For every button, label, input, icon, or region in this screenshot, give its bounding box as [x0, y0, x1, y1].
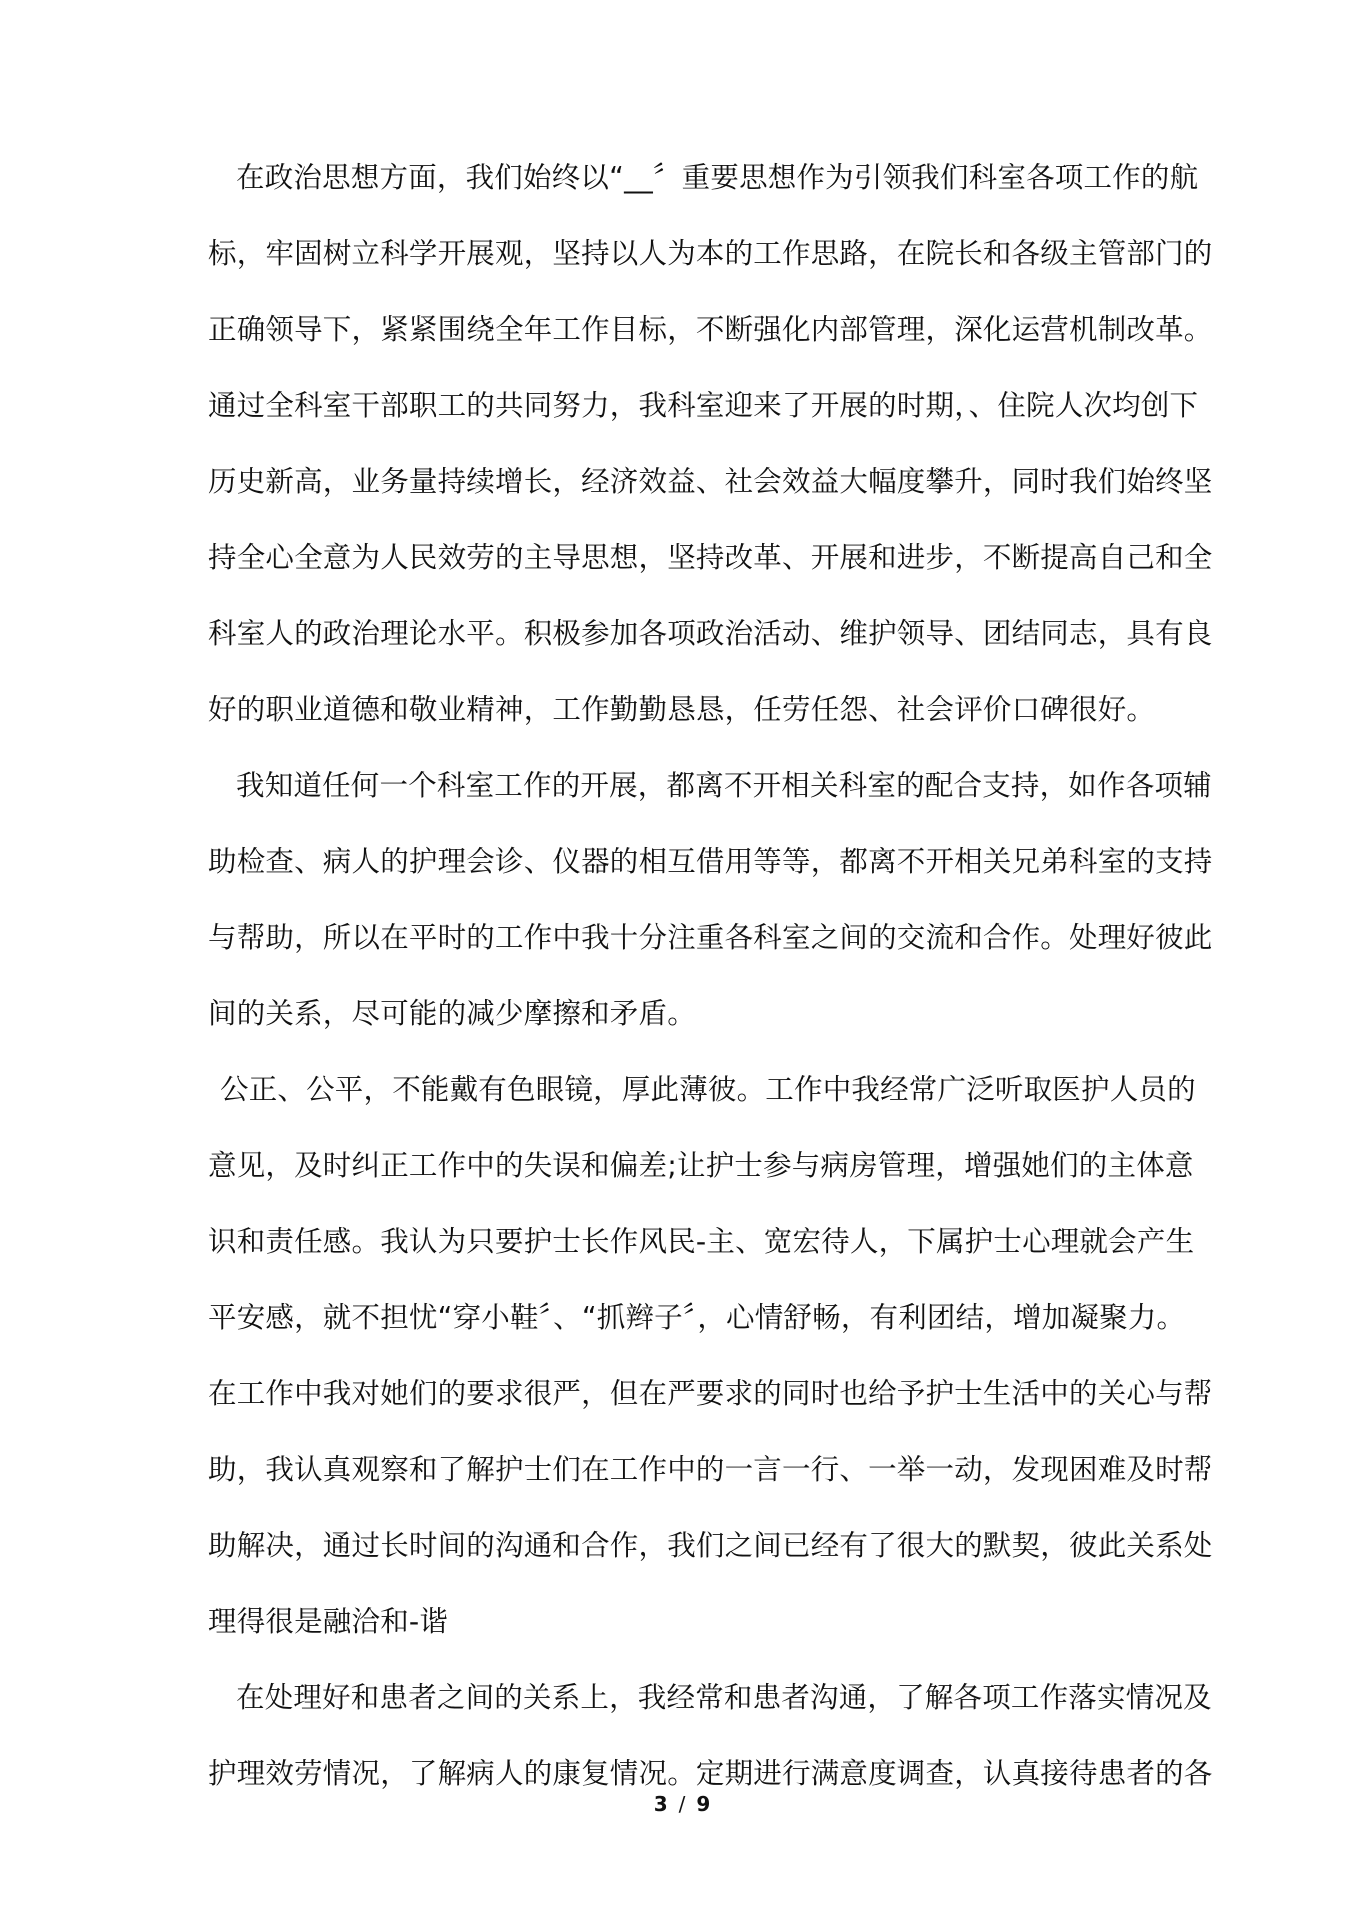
text-line: 与帮助，所以在平时的工作中我十分注重各科室之间的交流和合作。处理好彼此: [208, 921, 1213, 954]
text-line: 识和责任感。我认为只要护士长作风民-主、宽宏待人，下属护士心理就会产生: [208, 1225, 1195, 1258]
text-line: 护理效劳情况，了解病人的康复情况。定期进行满意度调查，认真接待患者的各: [208, 1757, 1213, 1790]
text-line: 在政治思想方面，我们始终以“__〞重要思想作为引领我们科室各项工作的航: [236, 161, 1199, 194]
document-body: [208, 146, 1213, 1818]
text-line: 在工作中我对她们的要求很严，但在严要求的同时也给予护士生活中的关心与帮: [208, 1377, 1213, 1410]
text-line: 标，牢固树立科学开展观，坚持以人为本的工作思路，在院长和各级主管部门的: [208, 237, 1213, 270]
text-line: 好的职业道德和敬业精神，工作勤勤恳恳，任劳任怨、社会评价口碑很好。: [208, 693, 1156, 726]
paragraph: [208, 146, 1213, 754]
text-line: 在处理好和患者之间的关系上，我经常和患者沟通，了解各项工作落实情况及: [236, 1681, 1212, 1714]
text-line: 科室人的政治理论水平。积极参加各项政治活动、维护领导、团结同志，具有良: [208, 617, 1213, 650]
text-line: 通过全科室干部职工的共同努力，我科室迎来了开展的时期，、住院人次均创下: [208, 389, 1199, 422]
text-line: 历史新高，业务量持续增长，经济效益、社会效益大幅度攀升，同时我们始终坚: [208, 465, 1213, 498]
text-line: 助解决，通过长时间的沟通和合作，我们之间已经有了很大的默契，彼此关系处: [208, 1529, 1213, 1562]
text-line: 正确领导下，紧紧围绕全年工作目标，不断强化内部管理，深化运营机制改革。: [208, 313, 1213, 346]
text-line: 理得很是融洽和-谐: [208, 1605, 449, 1638]
text-line: 间的关系，尽可能的减少摩擦和矛盾。: [208, 997, 696, 1030]
paragraph: [208, 754, 1213, 1058]
text-line: 助检查、病人的护理会诊、仪器的相互借用等等，都离不开相关兄弟科室的支持: [208, 845, 1213, 878]
page-separator: /: [678, 1792, 687, 1816]
paragraph: [208, 1058, 1213, 1666]
page-number: [0, 1792, 1365, 1816]
text-line: 公正、公平，不能戴有色眼镜，厚此薄彼。工作中我经常广泛听取医护人员的: [220, 1073, 1196, 1106]
text-line: 助，我认真观察和了解护士们在工作中的一言一行、一举一动，发现困难及时帮: [208, 1453, 1213, 1486]
page-current: 3: [653, 1792, 669, 1816]
page-total: 9: [696, 1792, 712, 1816]
text-line: 持全心全意为人民效劳的主导思想，坚持改革、开展和进步，不断提高自己和全: [208, 541, 1213, 574]
text-line: 平安感，就不担忧“穿小鞋〞、“抓辫子〞，心情舒畅，有利团结，增加凝聚力。: [208, 1301, 1186, 1334]
text-line: 我知道任何一个科室工作的开展，都离不开相关科室的配合支持，如作各项辅: [236, 769, 1212, 802]
text-line: 意见，及时纠正工作中的失误和偏差;让护士参与病房管理，增强她们的主体意: [208, 1149, 1194, 1182]
